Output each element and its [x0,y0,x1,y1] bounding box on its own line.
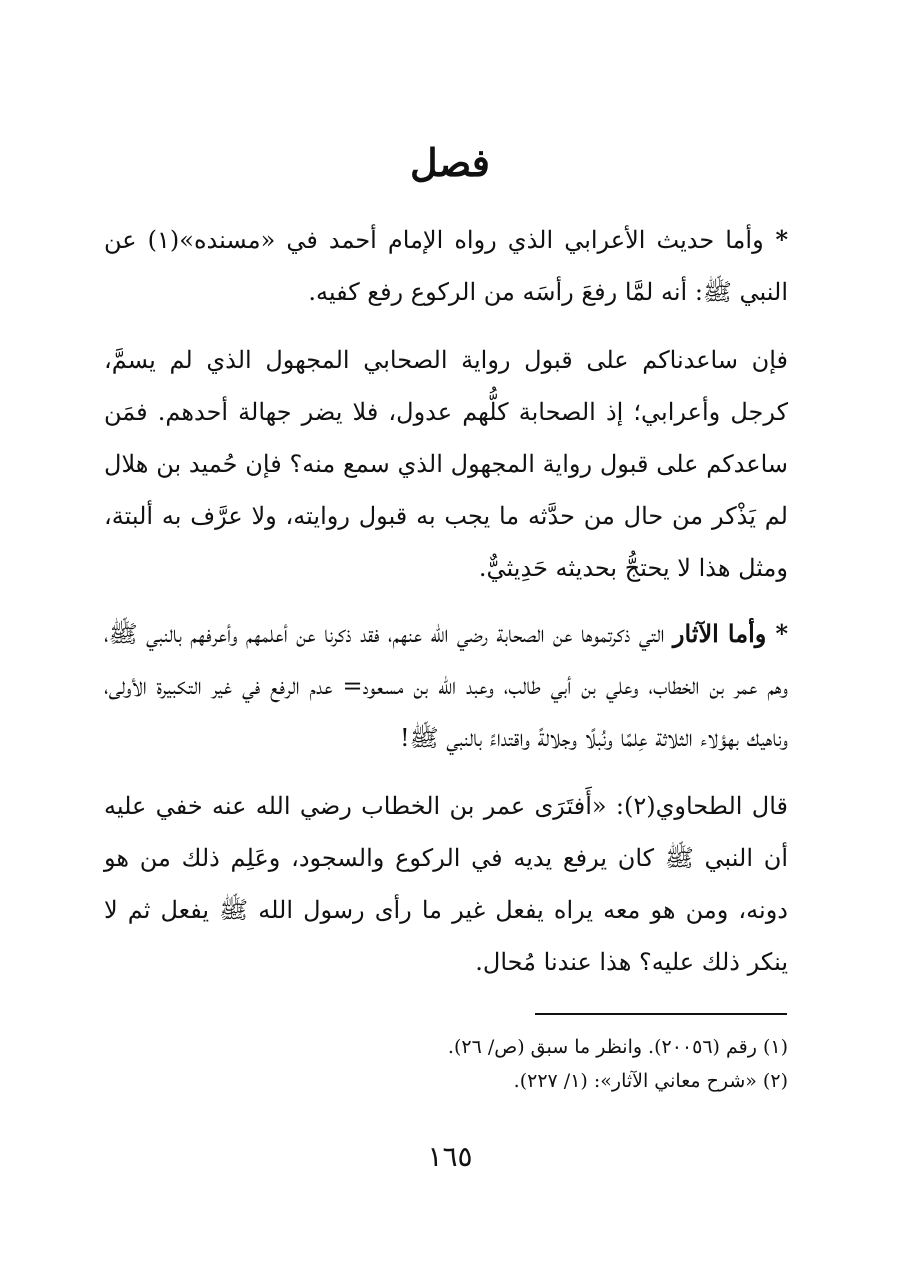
asterisk-marker: * [763,225,788,254]
footnote-separator [535,1013,787,1015]
paragraph-4 [104,780,788,988]
footnotes [104,1030,788,1098]
paragraph-3 [104,608,788,764]
paragraph-1-text: وأما حديث الأعرابي الذي رواه الإمام أحمد في «مسنده»(١) عن النبي ﷺ: أنه لمَّا رفعَ رأسَه من الركوع رفع كفيه. [104,226,788,306]
paragraph-4-text: قال الطحاوي(٢): «أَفتَرَى عمر بن الخطاب رضي الله عنه خفي عليه أن النبي ﷺ كان يرفع يديه في الركوع والسجود، وعَلِم ذلك من هو دونه، ومن هو معه يراه يفعل غير ما رأى رسول الله ﷺ يفعل ثم لا ينكر ذلك عليه؟ هذا عندنا مُحال. [104,792,788,976]
paragraph-2-text: فإن ساعدناكم على قبول رواية الصحابي المجهول الذي لم يسمَّ، كرجل وأعرابي؛ إذ الصحابة كلُّهم عدول، فلا يضر جهالة أحدهم. فمَن ساعدكم على قبول رواية المجهول الذي سمع منه؟ فإن حُميد بن هلال لم يَذْكر من حال من حدَّثه ما يجب به قبول روايته، ولا عرَّف به ألبتة، ومثل هذا لا يحتجُّ بحديثه حَدِيثيٌّ. [104,346,788,582]
asterisk-marker: * [766,619,789,648]
paragraph-3-lead: وأما الآثار [672,619,767,648]
section-heading: فصل [410,140,490,185]
body-text [104,214,788,1004]
paragraph-1 [104,214,788,318]
paragraph-2 [104,334,788,594]
paragraph-3-text: التي ذكرتموها عن الصحابة رضي الله عنهم، فقد ذكرنا عن أعلمهم وأعرفهم بالنبي ﷺ، وهم عمر بن الخطاب، وعلي بن أبي طالب، وعبد الله بن مسعود= عدم الرفع في غير التكبيرة الأولى، وناهيك بهؤلاء الثلاثة عِلمًا ونُبلًا وجلالةً واقتداءً بالنبي ﷺ! [104,620,788,752]
page-number: ١٦٥ [427,1140,473,1173]
footnote-2: (٢) «شرح معاني الآثار»: (١/ ٢٢٧). [513,1070,788,1092]
footnote-1: (١) رقم (٢٠٠٥٦). وانظر ما سبق (ص/ ٢٦). [447,1036,788,1058]
